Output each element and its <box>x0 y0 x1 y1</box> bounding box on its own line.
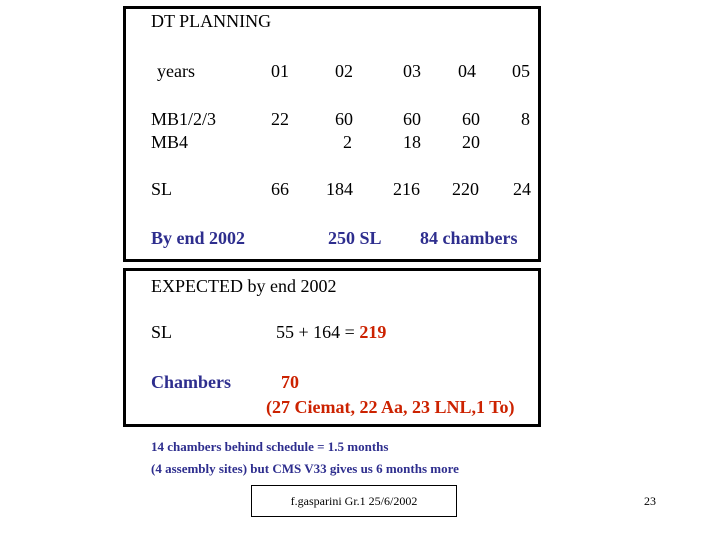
expected-sl-formula: 55 + 164 = 219 <box>276 322 387 342</box>
sl-01: 66 <box>271 179 289 199</box>
footer: f.gasparini Gr.1 25/6/2002 <box>251 485 457 517</box>
mb-row1-03: 60 <box>403 109 421 129</box>
mb-row2-02: 2 <box>343 132 352 152</box>
sl-label: SL <box>151 179 173 199</box>
year-02: 02 <box>335 61 353 81</box>
mb-row1-04: 60 <box>462 109 480 129</box>
mb-row2-03: 18 <box>403 132 421 152</box>
expected-title: EXPECTED by end 2002 <box>151 276 337 296</box>
mb-row1-02: 60 <box>335 109 353 129</box>
mb123-label: MB1/2/3 <box>151 109 217 129</box>
sl-02: 184 <box>326 179 353 199</box>
by-end-sl: 250 SL <box>328 228 382 248</box>
sl-03: 216 <box>393 179 420 199</box>
years-label: years <box>157 61 195 81</box>
page-number: 23 <box>644 494 656 508</box>
expected-sl-label: SL <box>151 322 173 342</box>
mb4-label: MB4 <box>151 132 189 152</box>
note-line-2: (4 assembly sites) but CMS V33 gives us 6 months more <box>151 461 459 476</box>
mb-row1-01: 22 <box>271 109 289 129</box>
by-end-chambers: 84 chambers <box>420 228 518 248</box>
sl-05: 24 <box>513 179 531 199</box>
page-title: DT PLANNING <box>151 11 272 31</box>
note-line-1: 14 chambers behind schedule = 1.5 months <box>151 439 389 454</box>
expected-chambers-total: 70 <box>281 372 299 392</box>
year-05: 05 <box>512 61 530 81</box>
mb-row2-04: 20 <box>462 132 480 152</box>
expected-sl-total: 219 <box>359 322 387 342</box>
expected-chambers-detail: (27 Ciemat, 22 Aa, 23 LNL,1 To) <box>266 397 515 417</box>
by-end-label: By end 2002 <box>151 228 246 248</box>
mb-row1-05: 8 <box>521 109 530 129</box>
sl-04: 220 <box>452 179 479 199</box>
year-01: 01 <box>271 61 289 81</box>
year-03: 03 <box>403 61 421 81</box>
year-04: 04 <box>458 61 476 81</box>
expected-chambers-label: Chambers <box>151 372 231 392</box>
